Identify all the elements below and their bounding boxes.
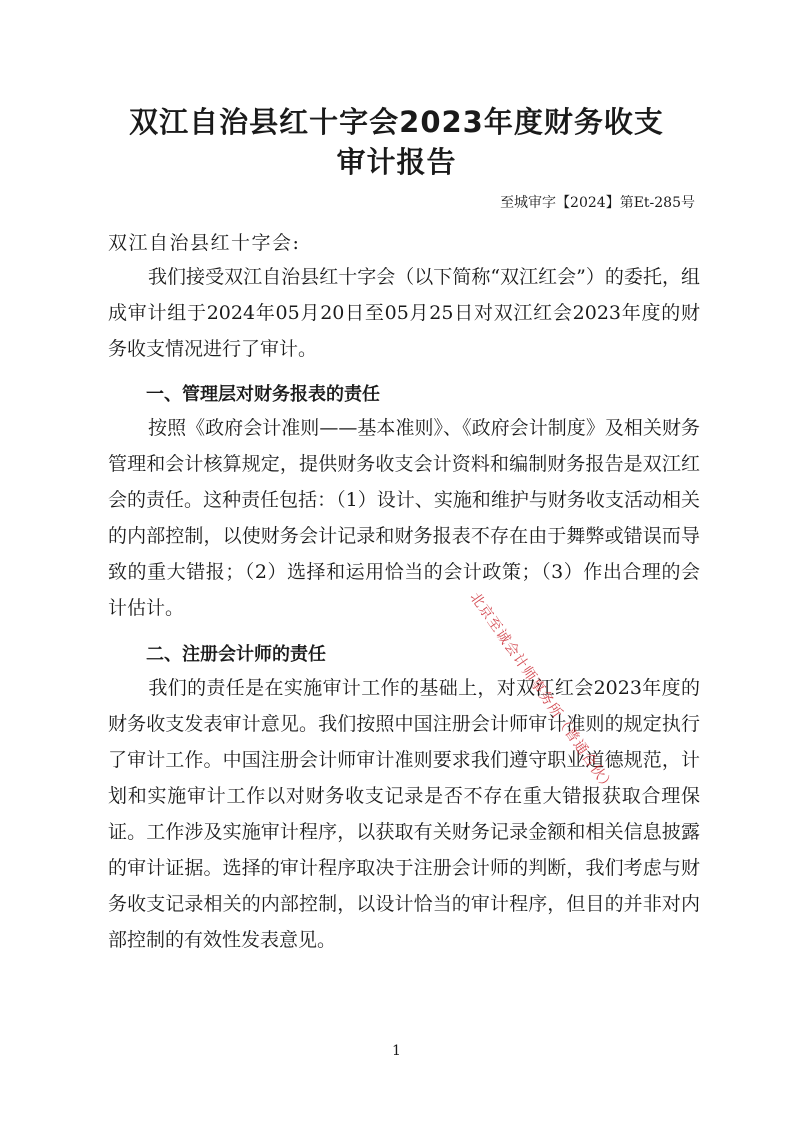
seal-text: 北京至诚会计师事务所（普通合伙） bbox=[466, 589, 618, 796]
document-number: 至城审字【2024】第Et-285号 bbox=[500, 195, 695, 211]
auditor-responsibility-text: 我们的责任是在实施审计工作的基础上，对双江红会2023年度的财务收支发表审计意见。我们按照中国注册会计师审计准则的规定执行了审计工作。中国注册会计师审计准则要求我们遵守职业道德规范，计划和实施审计工作以对财务收支记录是否不存在重大错报获取合理保证。工作涉及实施审计程序，以获取有关财务记录金额和相关信息披露的审计证据。选择的审计程序取决于注册会计师的判断，我们考虑与财务收支记录相关的内部控制，以设计恰当的审计程序，但目的并非对内部控制的有效性发表意见。 bbox=[108, 677, 700, 951]
document-title-line-1: 双江自治县红十字会2023年度财务收支 bbox=[129, 105, 664, 139]
document-title-line-2: 审计报告 bbox=[336, 145, 457, 179]
intro-paragraph bbox=[108, 259, 700, 367]
intro-paragraph-text: 我们接受双江自治县红十字会（以下简称“双江红会”）的委托，组成审计组于2024年05月20日至05月25日对双江红会2023年度的财务收支情况进行了审计。 bbox=[108, 266, 700, 360]
management-responsibility-text: 按照《政府会计准则——基本准则》、《政府会计制度》及相关财务管理和会计核算规定，提供财务收支会计资料和编制财务报告是双江红会的责任。这种责任包括：（1）设计、实施和维护与财务收支活动相关的内部控制，以使财务会计记录和财务报表不存在由于舞弊或错误而导致的重大错报；（2）选择和运用恰当的会计政策；（3）作出合理的会计估计。 bbox=[108, 417, 700, 619]
section-heading-auditor: 二、注册会计师的责任 bbox=[146, 644, 326, 665]
auditor-responsibility-paragraph bbox=[108, 670, 700, 958]
addressee: 双江自治县红十字会: bbox=[108, 232, 301, 254]
page-number: 1 bbox=[392, 1043, 401, 1059]
management-responsibility-paragraph bbox=[108, 410, 700, 626]
section-heading-management: 一、管理层对财务报表的责任 bbox=[146, 384, 380, 405]
